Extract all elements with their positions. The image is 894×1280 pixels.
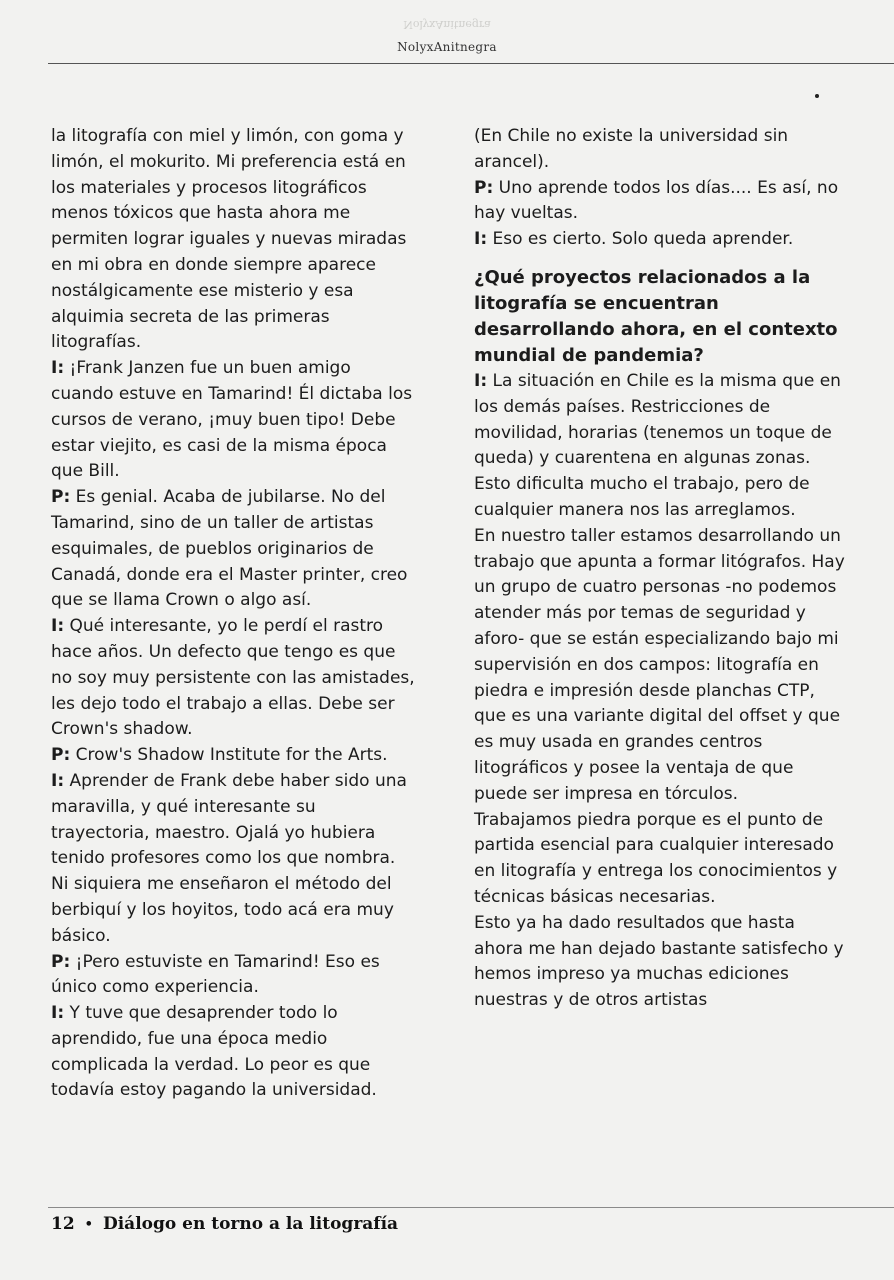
- header-rule: [48, 63, 894, 64]
- footer-separator: •: [84, 1216, 93, 1232]
- paragraph-text: Y tuve que desaprender todo lo aprendido, fue una época medio complicada la verdad. Lo peor es que todavía estoy pagando la universidad.: [51, 1003, 377, 1101]
- ink-speck: [815, 94, 819, 98]
- paragraph-text: La situación en Chile es la misma que en los demás países. Restricciones de movilidad, horarias (tenemos un toque de queda) y cuarentena en algunas zonas. Esto dificulta mucho el trabajo, pero de cualquier manera nos las arreglamos.: [474, 370, 841, 520]
- dialogue-paragraph: [474, 176, 846, 228]
- paragraph-text: Trabajamos piedra porque es el punto de partida esencial para cualquier interesado en litografía y entrega los conocimientos y técnicas básicas necesarias.: [474, 809, 838, 907]
- dialogue-paragraph: [474, 911, 846, 1014]
- dialogue-paragraph: [51, 614, 416, 743]
- page-footer: [51, 1214, 398, 1234]
- dialogue-paragraph: [51, 124, 416, 356]
- paragraph-text: Aprender de Frank debe haber sido una maravilla, y qué interesante su trayectoria, maestro. Ojalá yo hubiera tenido profesores como los que nombra. Ni siquiera me enseñaron el método del berbiquí y los hoyitos, todo acá era muy básico.: [51, 770, 407, 946]
- paragraph-text: Uno aprende todos los días.... Es así, no hay vueltas.: [474, 177, 839, 224]
- speaker-label: I:: [474, 229, 488, 250]
- right-column: [474, 124, 846, 1014]
- book-title: Diálogo en torno a la litografía: [102, 1214, 399, 1234]
- paragraph-text: Crow's Shadow Institute for the Arts.: [75, 745, 388, 766]
- speaker-label: P:: [51, 951, 71, 972]
- paragraph-text: En nuestro taller estamos desarrollando un trabajo que apunta a formar litógrafos. Hay un grupo de cuatro personas -no podemos atender más por temas de seguridad y aforo- que se están especializando bajo mi supervisión en dos campos: litografía en piedra e impresión desde planchas CTP, que es una variante digital del offset y que es muy usada en grandes centros litográficos y posee la ventaja de que puede ser impresa en tórculos.: [474, 525, 845, 804]
- paragraph-text: (En Chile no existe la universidad sin arancel).: [474, 126, 789, 172]
- dialogue-paragraph: [474, 369, 846, 524]
- dialogue-paragraph: [474, 524, 846, 808]
- speaker-label: I:: [51, 1003, 65, 1024]
- dialogue-paragraph: [51, 743, 416, 769]
- footer-rule: [48, 1207, 894, 1208]
- dialogue-paragraph: [51, 1001, 416, 1104]
- paragraph-text: ¡Frank Janzen fue un buen amigo cuando estuve en Tamarind! Él dictaba los cursos de verano, ¡muy buen tipo! Debe estar viejito, es casi de la misma época que Bill.: [51, 358, 413, 482]
- speaker-label: P:: [51, 745, 71, 766]
- right-column-body: [474, 369, 846, 1014]
- right-column-intro: [474, 124, 846, 253]
- dialogue-paragraph: [474, 227, 846, 253]
- speaker-label: I:: [474, 370, 488, 391]
- paragraph-text: la litografía con miel y limón, con goma y limón, el mokurito. Mi preferencia está en los materiales y procesos litográficos menos tóxicos que hasta ahora me permiten lograr iguales y nuevas miradas en mi obra en donde siempre aparece nostálgicamente ese misterio y esa alquimia secreta de las primeras litografías.: [51, 126, 407, 353]
- speaker-label: I:: [51, 770, 65, 791]
- speaker-label: P:: [474, 177, 494, 198]
- paragraph-text: Eso es cierto. Solo queda aprender.: [492, 229, 794, 250]
- dialogue-paragraph: [51, 356, 416, 485]
- left-column: [51, 124, 416, 1104]
- paragraph-text: Qué interesante, yo le perdí el rastro hace años. Un defecto que tengo es que no soy muy persistente con las amistades, les dejo todo el trabajo a ellas. Debe ser Crown's shadow.: [51, 616, 415, 740]
- dialogue-paragraph: [51, 950, 416, 1002]
- speaker-label: I:: [51, 616, 65, 637]
- running-header: NolyxAnitnegra: [397, 40, 497, 54]
- paragraph-text: Esto ya ha dado resultados que hasta ahora me han dejado bastante satisfecho y hemos impreso ya muchas ediciones nuestras y de otros artistas: [474, 912, 844, 1011]
- paragraph-text: Es genial. Acaba de jubilarse. No del Tamarind, sino de un taller de artistas esquimales, de pueblos originarios de Canadá, donde era el Master printer, creo que se llama Crown o algo así.: [51, 487, 408, 611]
- paragraph-text: ¡Pero estuviste en Tamarind! Eso es único como experiencia.: [51, 951, 380, 998]
- dialogue-paragraph: [51, 485, 416, 614]
- speaker-label: I:: [51, 358, 65, 379]
- dialogue-paragraph: [474, 124, 846, 176]
- page-number: 12: [51, 1214, 75, 1234]
- show-through-text: NolyxAnitnegra: [403, 18, 491, 31]
- dialogue-paragraph: [474, 808, 846, 911]
- dialogue-paragraph: [51, 769, 416, 950]
- section-heading: ¿Qué proyectos relacionados a la litografía se encuentran desarrollando ahora, en el contexto mundial de pandemia?: [474, 266, 838, 366]
- speaker-label: P:: [51, 487, 71, 508]
